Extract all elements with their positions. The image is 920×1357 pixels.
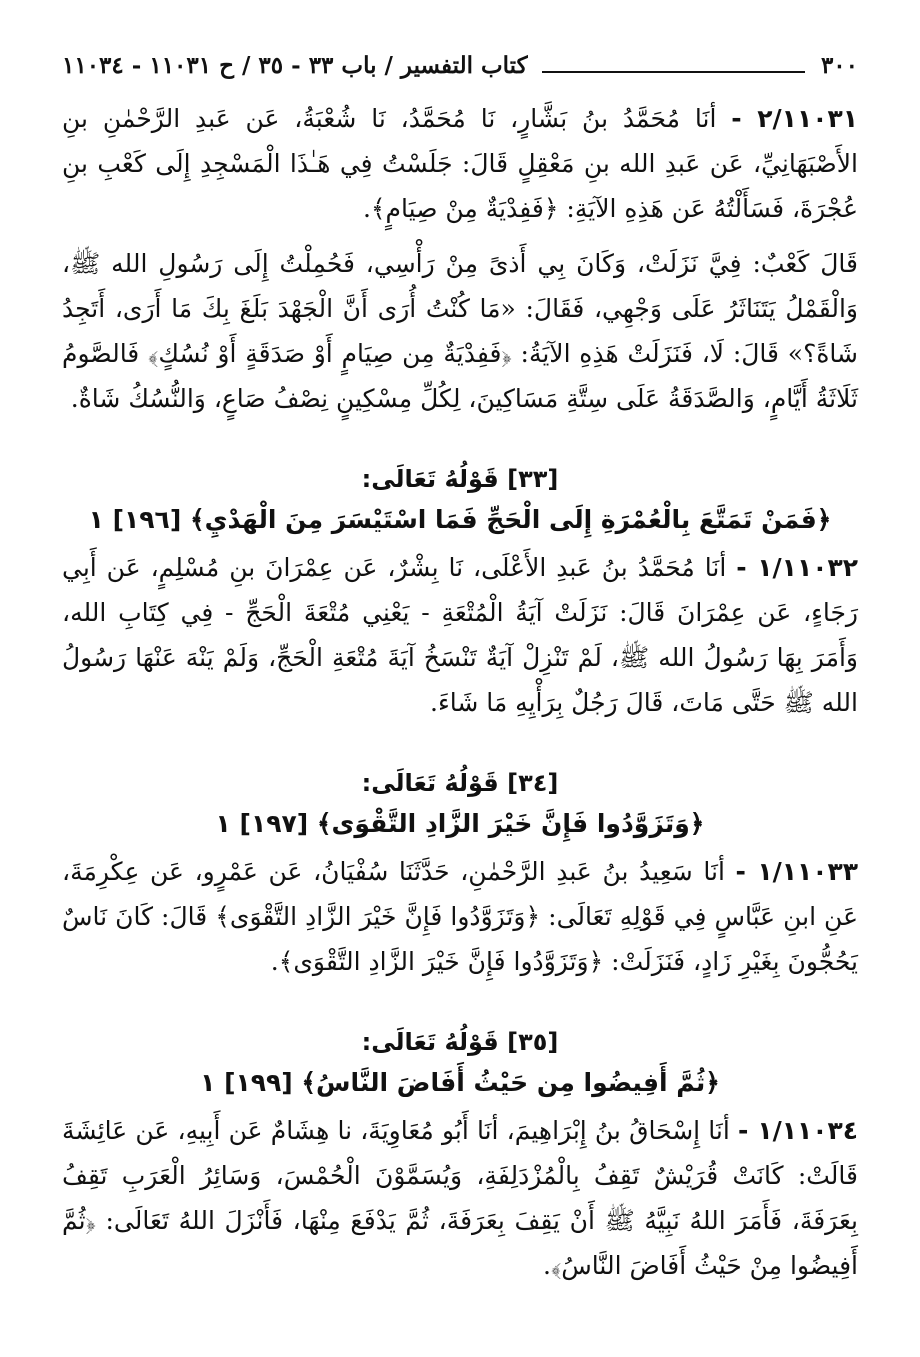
section-title: [٣٥] قَوْلُهُ تَعَالَى: (361, 1028, 559, 1056)
hadith-text: أنَا مُحَمَّدُ بنُ عَبدِ الأَعْلَى، نَا بِشْرٌ، عَن عِمْرَانَ بنِ مُسْلِمٍ، عَن أَبِي رَجَاءٍ، عَن عِمْرَانَ قَالَ: نَزَلَتْ آيَةُ الْمُتْعَةِ - يَعْنِي مُتْعَةَ الْحَجِّ - فِي كِتَابِ الله، وَأَمَرَ بِهَا رَسُولُ الله ﷺ، لَمْ تَنْزِلْ آيَةٌ تَنْسَخُ آيَةَ مُتْعَةِ الْحَجِّ، وَلَمْ يَنْهَ عَنْهَا رَسُولُ الله ﷺ حَتَّى مَاتَ، قَالَ رَجُلٌ بِرَأْيِهِ مَا شَاءَ. (62, 553, 858, 717)
hadith-text: أنَا مُحَمَّدُ بنُ بَشَّارٍ، نَا مُحَمَّدُ، نَا شُعْبَةُ، عَن عَبدِ الرَّحْمٰنِ بنِ الأَصْبَهَانِيِّ، عَن عَبدِ الله بنِ مَعْقِلٍ قَالَ: جَلَسْتُ فِي هَـٰذَا الْمَسْجِدِ إِلَى كَعْبِ بنِ عُجْرَةَ، فَسَأَلْتُهُ عَن هَذِهِ الآيَةِ: ﴿فَفِدْيَةٌ مِنْ صِيَامٍ﴾. (62, 104, 858, 223)
hadith-paragraph (62, 1108, 858, 1288)
section-heading-33 (62, 459, 858, 541)
hadith-block-11031 (62, 96, 858, 421)
hadith-paragraph (62, 545, 858, 725)
header-title: كتاب التفسير / باب ٣٣ - ٣٥ / ح ١١٠٣١ - ١١٠٣٤ (62, 52, 528, 79)
hadith-number: ١/١١٠٣٤ - (738, 1116, 858, 1145)
hadith-number: ١/١١٠٣٢ - (736, 553, 858, 582)
section-heading-34 (62, 763, 858, 845)
hadith-paragraph (62, 849, 858, 984)
section-heading-35 (62, 1022, 858, 1104)
hadith-number: ٢/١١٠٣١ - (731, 104, 858, 133)
running-header (62, 52, 858, 96)
quran-verse: ﴿فَمَنْ تَمَتَّعَ بِالْعُمْرَةِ إِلَى الْحَجِّ فَمَا اسْتَيْسَرَ مِنَ الْهَدْيِ﴾ [١٩٦] ١ (88, 505, 832, 534)
section-title: [٣٤] قَوْلُهُ تَعَالَى: (361, 769, 559, 797)
hadith-continuation: قَالَ كَعْبٌ: فِيَّ نَزَلَتْ، وَكَانَ بِي أَذىً مِنْ رَأْسِي، فَحُمِلْتُ إِلَى رَسُولِ الله ﷺ، وَالْقَمْلُ يَتَنَاثَرُ عَلَى وَجْهِي، فَقَالَ: «مَا كُنْتُ أُرَى أَنَّ الْجَهْدَ بَلَغَ بِكَ مَا أَرَى، أَتَجِدُ شَاةً؟» قَالَ: لَا، فَنَزَلَتْ هَذِهِ الآيَةُ: ﴿فَفِدْيَةٌ مِن صِيَامٍ أَوْ صَدَقَةٍ أَوْ نُسُكٍ﴾ فَالصَّومُ ثَلَاثَةُ أَيَّامٍ، وَالصَّدَقَةُ عَلَى سِتَّةِ مَسَاكِينَ، لِكُلِّ مِسْكِينٍ نِصْفُ صَاعٍ، وَالنُّسُكُ شَاةٌ. (62, 249, 858, 413)
quran-verse: ﴿ثُمَّ أَفِيضُوا مِن حَيْثُ أَفَاضَ النَّاسُ﴾ [١٩٩] ١ (200, 1068, 720, 1097)
hadith-number: ١/١١٠٣٣ - (735, 857, 858, 886)
quran-verse: ﴿وَتَزَوَّدُوا فَإِنَّ خَيْرَ الزَّادِ التَّقْوَى﴾ [١٩٧] ١ (215, 809, 705, 838)
hadith-text: أنَا سَعِيدُ بنُ عَبدِ الرَّحْمٰنِ، حَدَّثَنَا سُفْيَانُ، عَن عَمْرٍو، عَن عِكْرِمَةَ، عَنِ ابنِ عَبَّاسٍ فِي قَوْلِهِ تَعَالَى: ﴿وَتَزَوَّدُوا فَإِنَّ خَيْرَ الزَّادِ التَّقْوَى﴾ قَالَ: كَانَ نَاسٌ يَحُجُّونَ بِغَيْرِ زَادٍ، فَنَزَلَتْ: ﴿وَتَزَوَّدُوا فَإِنَّ خَيْرَ الزَّادِ التَّقْوَى﴾. (62, 857, 858, 976)
header-rule (542, 71, 805, 73)
hadith-paragraph (62, 96, 858, 231)
hadith-text: أنَا إِسْحَاقُ بنُ إِبْرَاهِيمَ، أنَا أَبُو مُعَاوِيَةَ، نا هِشَامٌ عَن أَبِيهِ، عَن عَائِشَةَ قَالَتْ: كَانَتْ قُرَيْشٌ تَقِفُ بِالْمُزْدَلِفَةِ، وَيُسَمَّوْنَ الْحُمْسَ، وَسَائِرُ الْعَرَبِ تَقِفُ بِعَرَفَةَ، فَأَمَرَ اللهُ نَبِيَّهُ ﷺ أَنْ يَقِفَ بِعَرَفَةَ، ثُمَّ يَدْفَعَ مِنْهَا، فَأَنْزَلَ اللهُ تَعَالَى: ﴿ثُمَّ أَفِيضُوا مِنْ حَيْثُ أَفَاضَ النَّاسُ﴾. (62, 1116, 858, 1280)
section-title: [٣٣] قَوْلُهُ تَعَالَى: (361, 465, 559, 493)
page-number: ٣٠٠ (820, 52, 858, 79)
